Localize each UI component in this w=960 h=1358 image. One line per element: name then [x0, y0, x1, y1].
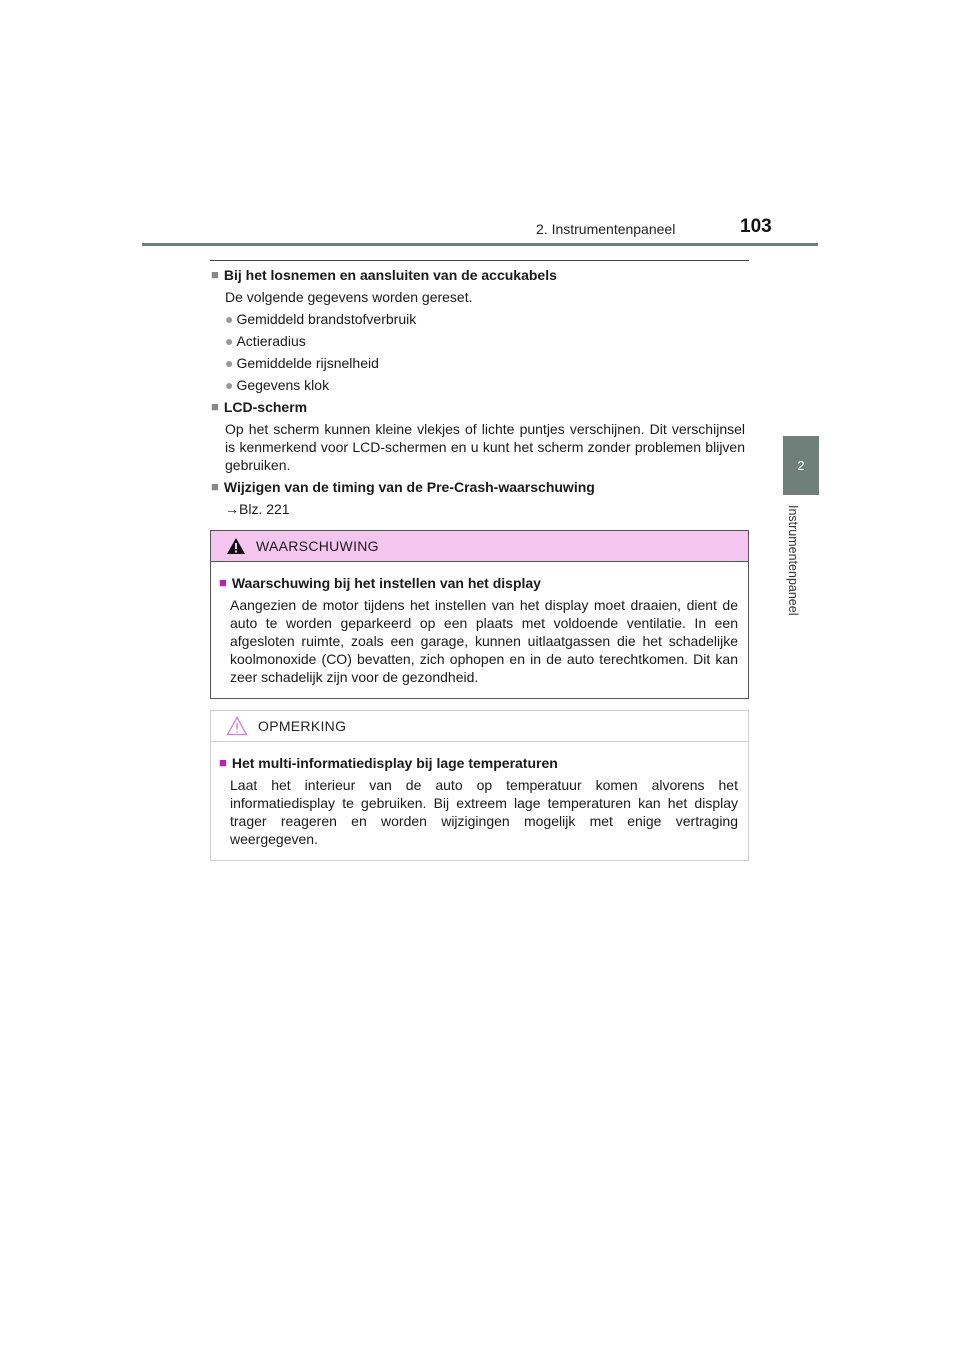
page-reference: →Blz. 221: [225, 501, 290, 517]
chapter-label: Instrumentenpaneel: [786, 505, 800, 616]
circle-bullet-icon: ●: [225, 377, 234, 393]
list-item: [225, 354, 745, 372]
main-content: [211, 266, 745, 518]
warning-box: [210, 530, 749, 699]
notice-title: OPMERKING: [258, 718, 347, 734]
notice-heading: [219, 754, 738, 772]
warning-triangle-icon: [226, 537, 246, 555]
section-title: 2. Instrumentenpaneel: [536, 221, 676, 237]
heading-text: LCD-scherm: [223, 399, 308, 415]
warning-title: WAARSCHUWING: [256, 538, 379, 554]
caution-triangle-icon: [226, 716, 248, 736]
notice-box: [210, 710, 749, 861]
warning-header: [211, 531, 748, 562]
section-heading: [211, 398, 745, 416]
square-bullet-icon: ■: [219, 755, 227, 770]
list-item-text: Gegevens klok: [236, 377, 330, 393]
square-bullet-icon: ■: [219, 575, 227, 590]
notice-body: [211, 742, 748, 848]
heading-text: Waarschuwing bij het instellen van het display: [231, 575, 541, 591]
warning-body: [211, 562, 748, 686]
page-number: 103: [740, 216, 772, 237]
heading-text: Het multi-informatiedisplay bij lage temperaturen: [231, 755, 558, 771]
paragraph: De volgende gegevens worden gereset.: [225, 289, 473, 305]
header-rule: [142, 243, 818, 246]
chapter-number: 2: [797, 458, 805, 473]
square-bullet-icon: ■: [211, 267, 219, 282]
heading-text: Bij het losnemen en aansluiten van de accukabels: [223, 267, 557, 283]
circle-bullet-icon: ●: [225, 333, 234, 349]
list-item-text: Actieradius: [236, 333, 306, 349]
section-heading: [211, 266, 745, 284]
chapter-tab: [783, 436, 819, 495]
square-bullet-icon: ■: [211, 479, 219, 494]
square-bullet-icon: ■: [211, 399, 219, 414]
notice-header: [211, 711, 748, 742]
notice-text: Laat het interieur van de auto op temperatuur komen alvorens het informatiedisplay te gebruiken. Bij extreem lage temperaturen kan het display trager reageren en worden wijzigingen mogelijk met enige vertraging weergegeven.: [230, 777, 738, 847]
list-item: [225, 376, 745, 394]
list-item-text: Gemiddeld brandstofverbruik: [236, 311, 417, 327]
section-heading: [211, 478, 745, 496]
warning-text: Aangezien de motor tijdens het instellen van het display moet draaien, dient de auto te worden geparkeerd op een plaats met voldoende ventilatie. In een afgesloten ruimte, zoals een garage, kunnen uitlaatgassen die het schadelijke koolmonoxide (CO) bevatten, zich ophopen en in de auto terechtkomen. Dit kan zeer schadelijk zijn voor de gezondheid.: [230, 597, 738, 685]
warning-heading: [219, 574, 738, 592]
content-rule: [210, 260, 749, 261]
list-item: [225, 310, 745, 328]
heading-text: Wijzigen van de timing van de Pre-Crash-waarschuwing: [223, 479, 595, 495]
paragraph: Op het scherm kunnen kleine vlekjes of lichte puntjes verschijnen. Dit verschijnsel is kenmerkend voor LCD-schermen en u kunt het scherm zonder problemen blijven gebruiken.: [225, 421, 745, 473]
list-item: [225, 332, 745, 350]
circle-bullet-icon: ●: [225, 355, 234, 371]
list-item-text: Gemiddelde rijsnelheid: [236, 355, 379, 371]
circle-bullet-icon: ●: [225, 311, 234, 327]
